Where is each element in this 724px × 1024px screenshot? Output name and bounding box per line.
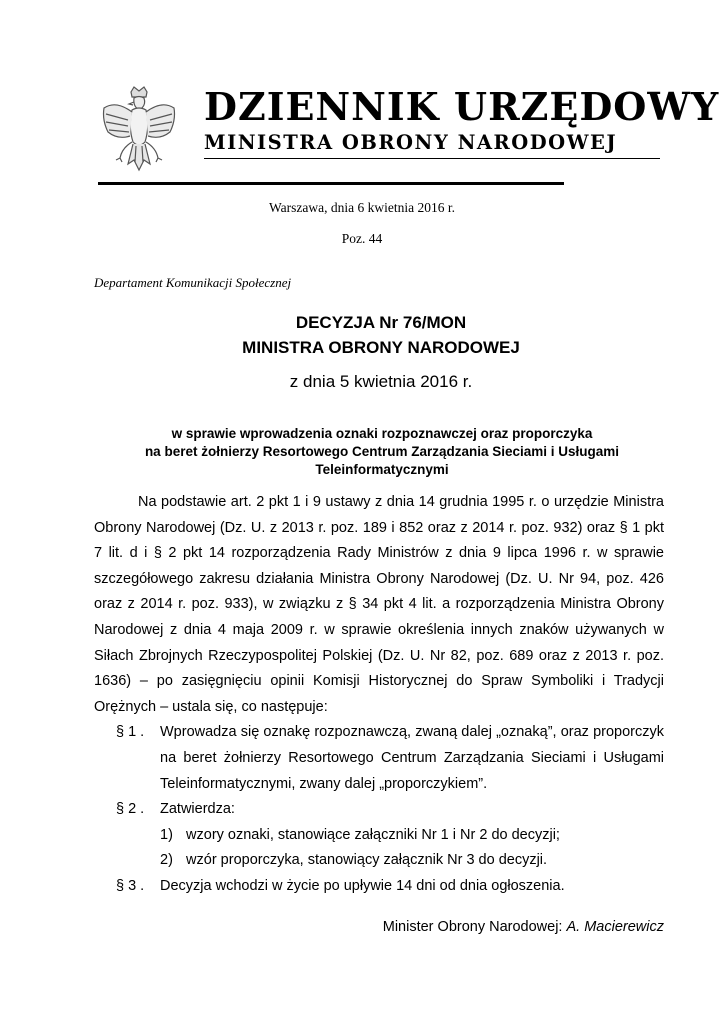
- list-item-number: 1): [160, 826, 173, 843]
- section-number: § 1 .: [116, 724, 145, 741]
- section-3: [94, 874, 664, 900]
- decision-issuer: MINISTRA OBRONY NARODOWEJ: [242, 338, 520, 357]
- decision-body: [94, 490, 664, 900]
- journal-subtitle: MINISTRA OBRONY NARODOWEJ: [204, 131, 618, 154]
- section-text: Decyzja wchodzi w życie po upływie 14 dni od dnia ogłoszenia.: [160, 877, 565, 894]
- decision-subject: [100, 425, 664, 479]
- list-item-text: wzory oznaki, stanowiące załączniki Nr 1 i Nr 2 do decyzji;: [186, 826, 560, 843]
- journal-title: DZIENNIK URZĘDOWY: [204, 84, 720, 129]
- decision-date: z dnia 5 kwietnia 2016 r.: [289, 372, 473, 391]
- signature-name: A. Macierewicz: [566, 919, 664, 935]
- preamble: Na podstawie art. 2 pkt 1 i 9 ustawy z dnia 14 grudnia 1995 r. o urzędzie Ministra Obrony Narodowej (Dz. U. z 2013 r. poz. 189 i 852 oraz z 2014 r. poz. 932) oraz § 1 pkt 7 lit. d i § 2 pkt 14 rozporządzenia Rady Ministrów z dnia 9 lipca 1996 r. w sprawie szczegółowego zakresu działania Ministra Obrony Narodowej (Dz. U. Nr 94, poz. 426 oraz z 2014 r. poz. 933), w związku z § 34 pkt 4 lit. a rozporządzenia Ministra Obrony Narodowej z dnia 4 maja 2009 r. w sprawie określenia innych znaków używanych w Siłach Zbrojnych Rzeczypospolitej Polskiej (Dz. U. Nr 82, poz. 689 oraz z 2013 r. poz. 1636) – po zasięgnięciu opinii Komisji Historycznej do Spraw Symboliki i Tradycji Orężnych – ustala się, co następuje:: [94, 494, 664, 715]
- section-text: Wprowadza się oznakę rozpoznawczą, zwaną dalej „oznaką”, oraz proporczyk na beret żołnierzy Resortowego Centrum Zarządzania Sieciami i Usługami Teleinformatycznymi, zwany dalej „proporczykiem”.: [160, 724, 664, 792]
- section-2: [94, 797, 664, 823]
- subject-line: na beret żołnierzy Resortowego Centrum Zarządzania Sieciami i Usługami: [144, 444, 620, 459]
- position-number: Poz. 44: [341, 231, 383, 246]
- place-date: Warszawa, dnia 6 kwietnia 2016 r.: [269, 200, 455, 215]
- department-name: Departament Komunikacji Społecznej: [94, 275, 292, 290]
- list-item-text: wzór proporczyka, stanowiący załącznik Nr 3 do decyzji.: [186, 852, 548, 869]
- section-1: [94, 720, 664, 797]
- section-number: § 3 .: [116, 877, 145, 894]
- white-eagle-emblem-icon: [98, 86, 180, 186]
- section-number: § 2 .: [116, 801, 145, 818]
- subject-line: Teleinformatycznymi: [315, 462, 449, 477]
- masthead: [98, 78, 720, 192]
- subject-line: w sprawie wprowadzenia oznaki rozpoznawczej oraz proporczyka: [171, 426, 593, 441]
- section-text: Zatwierdza:: [160, 801, 235, 818]
- decision-title: DECYZJA Nr 76/MON: [295, 313, 467, 332]
- list-item: [94, 848, 664, 874]
- list-item: [94, 823, 664, 849]
- list-item-number: 2): [160, 852, 173, 869]
- signature: [383, 919, 664, 935]
- masthead-rule-thick: [98, 182, 564, 185]
- masthead-rule-thin: [204, 158, 660, 159]
- signature-role: Minister Obrony Narodowej:: [382, 919, 563, 935]
